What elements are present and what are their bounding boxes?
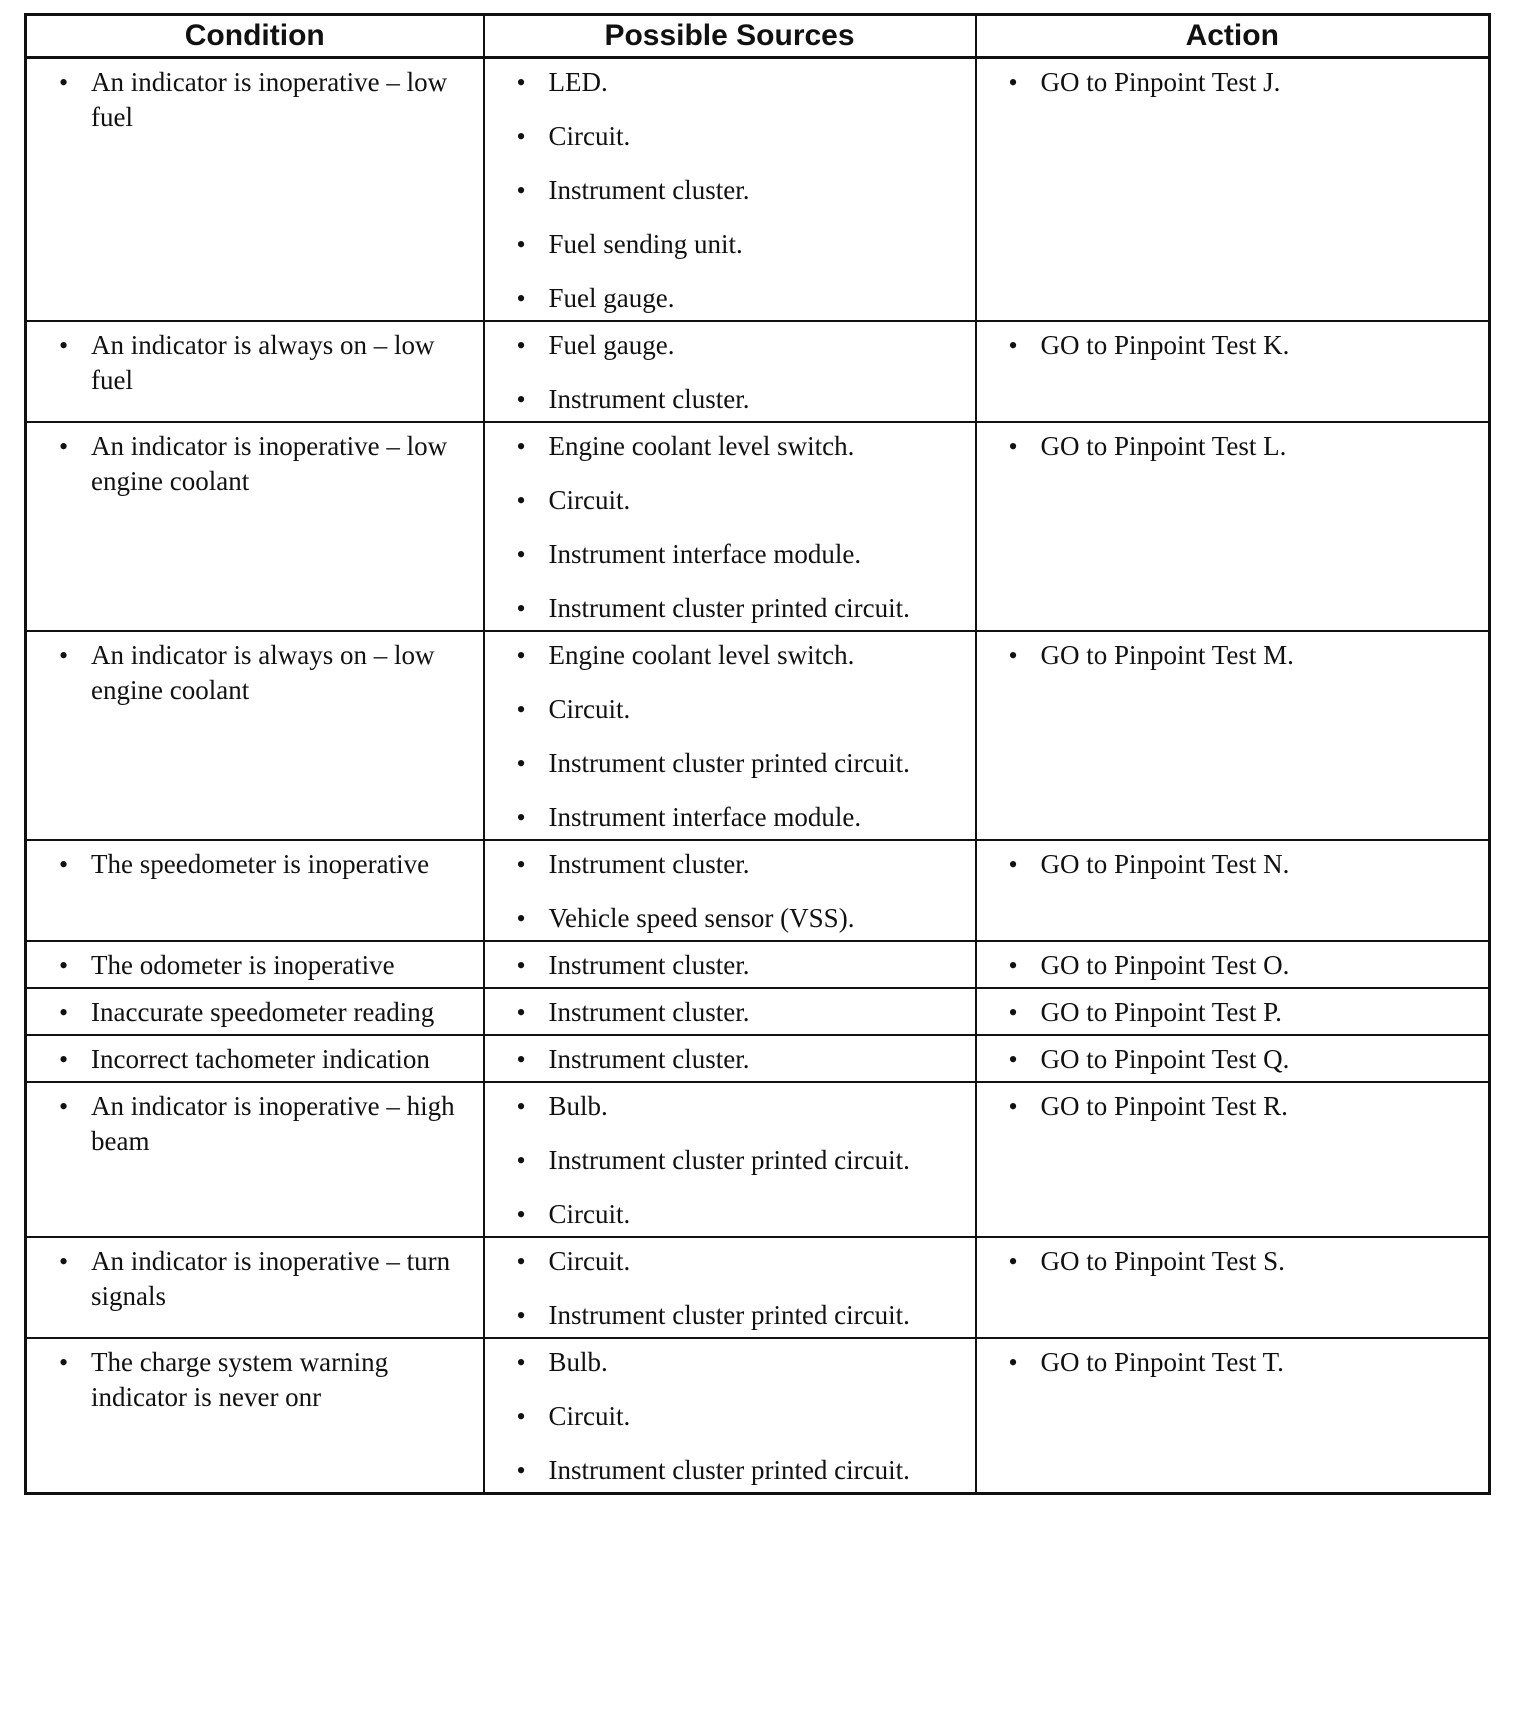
table-row: [26, 1237, 1490, 1338]
action-cell: [976, 941, 1490, 988]
bullet-icon: •: [516, 432, 526, 461]
list-item: [977, 948, 1479, 983]
list-item-text: GO to Pinpoint Test K.: [1040, 330, 1290, 360]
table-row: [26, 58, 1490, 322]
list-item-text: Instrument cluster.: [548, 950, 750, 980]
possible-sources-cell: [484, 422, 976, 631]
bullet-list: [485, 1089, 965, 1232]
bullet-icon: •: [516, 951, 526, 980]
list-item: [977, 638, 1479, 673]
list-item-text: The odometer is inoperative: [91, 950, 395, 980]
bullet-list: [485, 948, 965, 983]
header-possible-sources: Possible Sources: [484, 15, 976, 58]
list-item: [485, 638, 965, 673]
list-item-text: Circuit.: [548, 485, 631, 515]
table-row: [26, 1035, 1490, 1082]
bullet-list: [977, 995, 1479, 1030]
action-cell: [976, 321, 1490, 422]
bullet-icon: •: [59, 998, 69, 1027]
bullet-icon: •: [516, 594, 526, 623]
list-item: [485, 1143, 965, 1178]
bullet-icon: •: [516, 122, 526, 151]
bullet-list: [485, 638, 965, 835]
list-item-text: GO to Pinpoint Test P.: [1040, 997, 1282, 1027]
bullet-icon: •: [516, 1092, 526, 1121]
list-item-text: Bulb.: [548, 1347, 608, 1377]
list-item-text: Fuel sending unit.: [548, 229, 743, 259]
bullet-icon: •: [1008, 331, 1018, 360]
bullet-list: [485, 1345, 965, 1488]
table-header: [26, 15, 1490, 58]
list-item-text: Fuel gauge.: [548, 283, 675, 313]
bullet-icon: •: [516, 641, 526, 670]
table-row: [26, 422, 1490, 631]
bullet-icon: •: [516, 850, 526, 879]
bullet-icon: •: [59, 951, 69, 980]
condition-cell: [26, 1082, 484, 1237]
list-item: [977, 1345, 1479, 1380]
bullet-icon: •: [59, 331, 69, 360]
action-cell: [976, 1237, 1490, 1338]
bullet-icon: •: [516, 176, 526, 205]
list-item-text: GO to Pinpoint Test L.: [1040, 431, 1287, 461]
list-item: [977, 995, 1479, 1030]
list-item-text: Vehicle speed sensor (VSS).: [548, 903, 855, 933]
list-item: [485, 1089, 965, 1124]
bullet-icon: •: [1008, 432, 1018, 461]
bullet-icon: •: [59, 68, 69, 97]
bullet-icon: •: [516, 68, 526, 97]
table-row: [26, 1082, 1490, 1237]
list-item: [485, 328, 965, 363]
list-item: [485, 800, 965, 835]
list-item: [485, 995, 965, 1030]
action-cell: [976, 1082, 1490, 1237]
list-item: [27, 847, 473, 882]
list-item: [27, 429, 473, 499]
bullet-icon: •: [516, 904, 526, 933]
bullet-icon: •: [59, 432, 69, 461]
action-cell: [976, 631, 1490, 840]
bullet-list: [27, 1345, 473, 1415]
bullet-list: [27, 1042, 473, 1077]
bullet-list: [27, 1244, 473, 1314]
table-row: [26, 988, 1490, 1035]
list-item: [485, 692, 965, 727]
bullet-list: [27, 328, 473, 398]
bullet-list: [485, 1042, 965, 1077]
list-item: [485, 1244, 965, 1279]
bullet-list: [977, 1345, 1479, 1380]
list-item: [27, 995, 473, 1030]
possible-sources-cell: [484, 1237, 976, 1338]
condition-cell: [26, 988, 484, 1035]
list-item-text: Instrument cluster.: [548, 384, 750, 414]
condition-cell: [26, 1338, 484, 1494]
bullet-list: [485, 328, 965, 417]
condition-cell: [26, 941, 484, 988]
bullet-list: [27, 948, 473, 983]
bullet-icon: •: [516, 1301, 526, 1330]
bullet-icon: •: [1008, 850, 1018, 879]
list-item-text: Instrument cluster printed circuit.: [548, 593, 910, 623]
list-item: [485, 119, 965, 154]
list-item: [27, 1345, 473, 1415]
list-item: [485, 1345, 965, 1380]
condition-cell: [26, 631, 484, 840]
bullet-list: [977, 1244, 1479, 1279]
list-item-text: GO to Pinpoint Test O.: [1040, 950, 1290, 980]
list-item: [485, 65, 965, 100]
bullet-list: [977, 638, 1479, 673]
bullet-icon: •: [516, 331, 526, 360]
bullet-icon: •: [1008, 68, 1018, 97]
action-cell: [976, 988, 1490, 1035]
list-item: [485, 537, 965, 572]
symptom-chart-table: [24, 13, 1491, 1495]
bullet-icon: •: [516, 230, 526, 259]
bullet-list: [27, 638, 473, 708]
list-item: [485, 746, 965, 781]
list-item-text: Instrument cluster printed circuit.: [548, 748, 910, 778]
list-item: [977, 1089, 1479, 1124]
bullet-list: [977, 429, 1479, 464]
bullet-list: [977, 847, 1479, 882]
bullet-list: [485, 847, 965, 936]
list-item-text: GO to Pinpoint Test S.: [1040, 1246, 1285, 1276]
bullet-icon: •: [59, 850, 69, 879]
list-item-text: An indicator is inoperative – high beam: [91, 1091, 455, 1156]
bullet-icon: •: [516, 385, 526, 414]
list-item-text: An indicator is inoperative – turn signals: [91, 1246, 451, 1311]
condition-cell: [26, 422, 484, 631]
bullet-icon: •: [59, 641, 69, 670]
list-item-text: An indicator is inoperative – low engine coolant: [91, 431, 448, 496]
bullet-list: [977, 328, 1479, 363]
condition-cell: [26, 840, 484, 941]
action-cell: [976, 1035, 1490, 1082]
table-row: [26, 321, 1490, 422]
action-cell: [976, 422, 1490, 631]
bullet-list: [27, 429, 473, 499]
bullet-icon: •: [516, 998, 526, 1027]
list-item-text: An indicator is always on – low fuel: [91, 330, 435, 395]
list-item-text: Instrument cluster printed circuit.: [548, 1145, 910, 1175]
list-item: [485, 591, 965, 626]
list-item: [27, 1042, 473, 1077]
bullet-icon: •: [59, 1348, 69, 1377]
list-item: [485, 1197, 965, 1232]
list-item-text: The charge system warning indicator is never onr: [91, 1347, 389, 1412]
list-item: [977, 847, 1479, 882]
possible-sources-cell: [484, 941, 976, 988]
list-item-text: Circuit.: [548, 121, 631, 151]
bullet-list: [977, 948, 1479, 983]
list-item: [27, 948, 473, 983]
possible-sources-cell: [484, 840, 976, 941]
action-cell: [976, 1338, 1490, 1494]
list-item: [485, 1042, 965, 1077]
list-item-text: GO to Pinpoint Test R.: [1040, 1091, 1288, 1121]
list-item-text: An indicator is always on – low engine coolant: [91, 640, 435, 705]
list-item-text: GO to Pinpoint Test J.: [1040, 67, 1281, 97]
possible-sources-cell: [484, 58, 976, 322]
bullet-list: [977, 65, 1479, 100]
list-item-text: Circuit.: [548, 1199, 631, 1229]
list-item: [485, 483, 965, 518]
list-item: [27, 65, 473, 135]
bullet-icon: •: [59, 1247, 69, 1276]
header-action: Action: [976, 15, 1490, 58]
list-item-text: GO to Pinpoint Test Q.: [1040, 1044, 1290, 1074]
possible-sources-cell: [484, 321, 976, 422]
header-condition: Condition: [26, 15, 484, 58]
bullet-list: [977, 1089, 1479, 1124]
bullet-icon: •: [516, 1045, 526, 1074]
bullet-list: [27, 995, 473, 1030]
bullet-list: [27, 847, 473, 882]
bullet-icon: •: [59, 1045, 69, 1074]
list-item-text: Instrument cluster.: [548, 1044, 750, 1074]
condition-cell: [26, 1035, 484, 1082]
list-item-text: Engine coolant level switch.: [548, 640, 855, 670]
bullet-icon: •: [516, 486, 526, 515]
possible-sources-cell: [484, 1035, 976, 1082]
list-item-text: GO to Pinpoint Test M.: [1040, 640, 1294, 670]
list-item-text: GO to Pinpoint Test N.: [1040, 849, 1290, 879]
list-item: [485, 1399, 965, 1434]
list-item: [977, 1042, 1479, 1077]
list-item-text: Circuit.: [548, 1246, 631, 1276]
list-item-text: Instrument interface module.: [548, 802, 862, 832]
bullet-list: [485, 65, 965, 316]
bullet-list: [485, 429, 965, 626]
bullet-icon: •: [516, 803, 526, 832]
list-item-text: The speedometer is inoperative: [91, 849, 430, 879]
table-body: [26, 58, 1490, 1494]
list-item-text: Inaccurate speedometer reading: [91, 997, 435, 1027]
bullet-icon: •: [1008, 1247, 1018, 1276]
list-item-text: Bulb.: [548, 1091, 608, 1121]
bullet-list: [27, 65, 473, 135]
header-row: [26, 15, 1490, 58]
bullet-list: [485, 995, 965, 1030]
list-item: [485, 429, 965, 464]
list-item-text: Circuit.: [548, 694, 631, 724]
list-item: [27, 328, 473, 398]
bullet-list: [977, 1042, 1479, 1077]
bullet-icon: •: [1008, 1348, 1018, 1377]
bullet-icon: •: [516, 284, 526, 313]
bullet-icon: •: [516, 540, 526, 569]
list-item: [27, 1089, 473, 1159]
condition-cell: [26, 58, 484, 322]
list-item-text: GO to Pinpoint Test T.: [1040, 1347, 1284, 1377]
bullet-icon: •: [516, 1200, 526, 1229]
list-item-text: Fuel gauge.: [548, 330, 675, 360]
list-item-text: Instrument cluster.: [548, 849, 750, 879]
table-row: [26, 631, 1490, 840]
bullet-icon: •: [1008, 1045, 1018, 1074]
list-item: [485, 1453, 965, 1488]
possible-sources-cell: [484, 988, 976, 1035]
bullet-icon: •: [1008, 1092, 1018, 1121]
list-item: [485, 227, 965, 262]
list-item-text: Instrument cluster printed circuit.: [548, 1300, 910, 1330]
list-item: [27, 1244, 473, 1314]
bullet-list: [485, 1244, 965, 1333]
list-item: [485, 281, 965, 316]
possible-sources-cell: [484, 1082, 976, 1237]
bullet-list: [27, 1089, 473, 1159]
list-item-text: Circuit.: [548, 1401, 631, 1431]
list-item: [485, 1298, 965, 1333]
list-item: [485, 173, 965, 208]
bullet-icon: •: [516, 695, 526, 724]
possible-sources-cell: [484, 631, 976, 840]
list-item-text: Instrument cluster.: [548, 997, 750, 1027]
bullet-icon: •: [59, 1092, 69, 1121]
table-row: [26, 840, 1490, 941]
condition-cell: [26, 321, 484, 422]
possible-sources-cell: [484, 1338, 976, 1494]
bullet-icon: •: [1008, 951, 1018, 980]
table-row: [26, 1338, 1490, 1494]
list-item: [485, 382, 965, 417]
list-item-text: Instrument cluster.: [548, 175, 750, 205]
list-item-text: An indicator is inoperative – low fuel: [91, 67, 448, 132]
action-cell: [976, 58, 1490, 322]
bullet-icon: •: [516, 1146, 526, 1175]
bullet-icon: •: [516, 1456, 526, 1485]
list-item-text: LED.: [548, 67, 608, 97]
list-item: [977, 328, 1479, 363]
list-item-text: Engine coolant level switch.: [548, 431, 855, 461]
bullet-icon: •: [516, 1348, 526, 1377]
bullet-icon: •: [516, 1247, 526, 1276]
list-item-text: Incorrect tachometer indication: [91, 1044, 430, 1074]
action-cell: [976, 840, 1490, 941]
diagnosis-table-container: [24, 13, 1488, 1495]
condition-cell: [26, 1237, 484, 1338]
list-item: [977, 65, 1479, 100]
list-item: [977, 429, 1479, 464]
table-row: [26, 941, 1490, 988]
list-item: [977, 1244, 1479, 1279]
list-item-text: Instrument cluster printed circuit.: [548, 1455, 910, 1485]
bullet-icon: •: [516, 749, 526, 778]
list-item: [485, 901, 965, 936]
list-item: [27, 638, 473, 708]
bullet-icon: •: [1008, 998, 1018, 1027]
bullet-icon: •: [516, 1402, 526, 1431]
list-item: [485, 847, 965, 882]
bullet-icon: •: [1008, 641, 1018, 670]
list-item-text: Instrument interface module.: [548, 539, 862, 569]
list-item: [485, 948, 965, 983]
